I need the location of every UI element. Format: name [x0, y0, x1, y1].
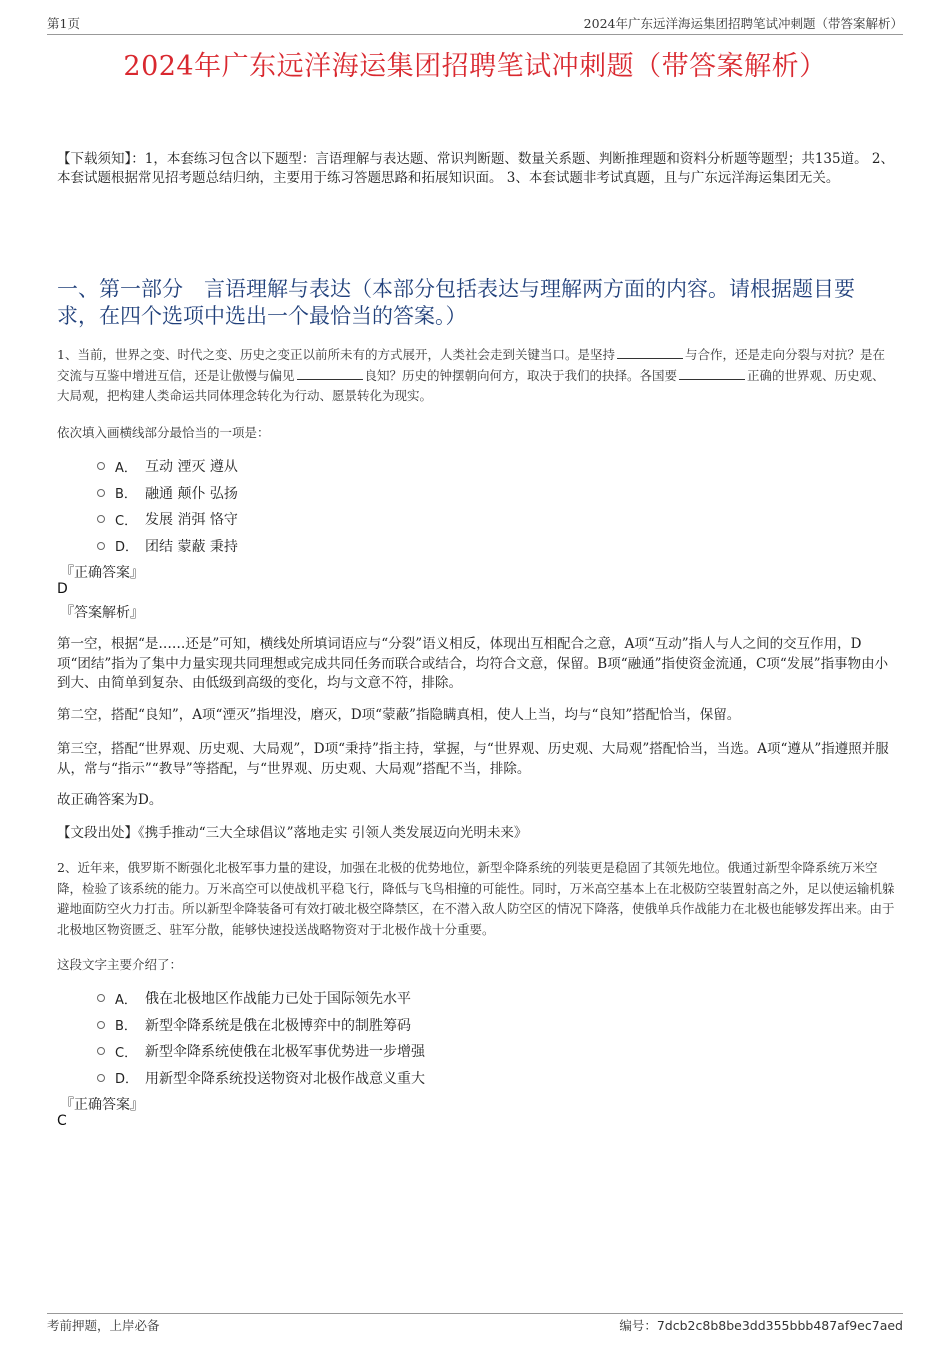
question-1-options [97, 453, 238, 559]
fill-blank-1 [617, 346, 683, 359]
radio-icon[interactable] [97, 1047, 105, 1055]
option-d[interactable]: D． 团结 蒙蔽 秉持 [97, 533, 238, 560]
page-footer [47, 1313, 903, 1334]
radio-icon[interactable] [97, 542, 105, 550]
question-1-text: 1、当前，世界之变、时代之变、历史之变正以前所未有的方式展开，人类社会走到关键当口。是坚持 与合作，还是走向分裂与对抗？是在交流与互鉴中增进互信，还是让傲慢与偏见 良知？历史的钟摆朝向何方，取决于我们的抉择。各国要 正确的世界观、历史观、大局观，把构建人类命运共同体理念转化为行动、愿景转化为现实。 [57, 347, 885, 403]
header-doc-title: 2024年广东远洋海运集团招聘笔试冲刺题（带答案解析） [583, 16, 903, 31]
option-c[interactable]: C． 发展 消弭 恪守 [97, 506, 238, 533]
analysis-paragraph: 第一空，根据“是……还是”可知，横线处所填词语应与“分裂”语义相反，体现出互相配合之意，A项“互动”指人与人之间的交互作用，D项“团结”指为了集中力量实现共同理想或完成共同任务而联合或结合，均符合文意，保留。B项“融通”指使资金流通，C项“发展”指事物由小到大、由简单到复杂、由低级到高级的变化，均与文意不符，排除。 [57, 636, 889, 691]
radio-icon[interactable] [97, 1021, 105, 1029]
analysis-label: 『答案解析』 [60, 605, 144, 621]
analysis-paragraph: 第三空，搭配“世界观、历史观、大局观”，D项“秉持”指主持，掌握，与“世界观、历史观、大局观”搭配恰当，当选。A项“遵从”指遵照并服从，常与“指示”“教导”等搭配，与“世界观、历史观、大局观”搭配不当，排除。 [57, 741, 889, 777]
option-a[interactable]: A． 俄在北极地区作战能力已处于国际领先水平 [97, 985, 425, 1012]
document-title: 2024年广东远洋海运集团招聘笔试冲刺题（带答案解析） [123, 51, 827, 82]
radio-icon[interactable] [97, 994, 105, 1002]
document-code: 编号：7dcb2c8b8be3dd355bbb487af9ec7aed [619, 1318, 903, 1333]
page-header [47, 14, 903, 35]
footer-slogan: 考前押题，上岸必备 [47, 1318, 160, 1333]
answer-label: 『正确答案』 [60, 565, 144, 581]
answer-value: C [57, 1113, 67, 1129]
answer-value: D [57, 581, 68, 597]
option-d[interactable]: D． 用新型伞降系统投送物资对北极作战意义重大 [97, 1065, 425, 1092]
page-number: 第1页 [47, 16, 80, 31]
radio-icon[interactable] [97, 515, 105, 523]
fill-blank-3 [679, 367, 745, 380]
radio-icon[interactable] [97, 462, 105, 470]
option-c[interactable]: C． 新型伞降系统使俄在北极军事优势进一步增强 [97, 1038, 425, 1065]
answer-label: 『正确答案』 [60, 1097, 144, 1113]
source-citation: 【文段出处】《携手推动“三大全球倡议”落地走实 引领人类发展迈向光明未来》 [57, 825, 528, 841]
option-b[interactable]: B． 融通 颠仆 弘扬 [97, 480, 238, 507]
question-2-prompt: 这段文字主要介绍了： [57, 957, 183, 972]
radio-icon[interactable] [97, 489, 105, 497]
option-a[interactable]: A． 互动 湮灭 遵从 [97, 453, 238, 480]
question-2-options [97, 985, 425, 1091]
download-notice: 【下载须知】：1，本套练习包含以下题型：言语理解与表达题、常识判断题、数量关系题、判断推理题和资料分析题等题型；共135道。 2、本套试题根据常见招考题总结归纳，主要用于练习答题思路和拓展知识面。 3、本套试题非考试真题，且与广东远洋海运集团无关。 [57, 151, 894, 186]
fill-blank-2 [297, 367, 363, 380]
question-1-prompt: 依次填入画横线部分最恰当的一项是： [57, 425, 270, 440]
question-2-text: 2、近年来，俄罗斯不断强化北极军事力量的建设，加强在北极的优势地位，新型伞降系统的列装更是稳固了其领先地位。俄通过新型伞降系统万米空降，检验了该系统的能力。万米高空可以使战机平稳飞行，降低与飞鸟相撞的可能性。同时，万米高空基本上在北极防空装置射高之外，足以使运输机躲避地面防空火力打击。所以新型伞降装备可有效打破北极空降禁区，在不潜入敌人防空区的情况下降落，使俄单兵作战能力在北极也能够发挥出来。由于北极地区物资匮乏、驻军分散，能够快速投送战略物资对于北极作战十分重要。 [57, 860, 895, 937]
option-b[interactable]: B． 新型伞降系统是俄在北极博弈中的制胜筹码 [97, 1012, 425, 1039]
analysis-conclusion: 故正确答案为D。 [57, 792, 163, 808]
radio-icon[interactable] [97, 1074, 105, 1082]
analysis-paragraph: 第二空，搭配“良知”，A项“湮灭”指埋没，磨灭，D项“蒙蔽”指隐瞒真相，使人上当，均与“良知”搭配恰当，保留。 [57, 707, 741, 723]
section-title: 一、第一部分 言语理解与表达（本部分包括表达与理解两方面的内容。请根据题目要求，在四个选项中选出一个最恰当的答案。） [57, 277, 855, 328]
